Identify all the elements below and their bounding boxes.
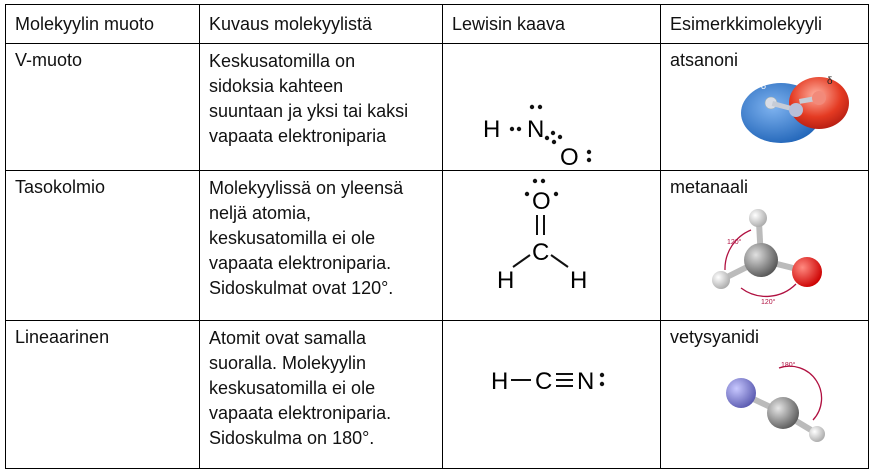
nitrogen-atom bbox=[726, 378, 756, 408]
header-shape: Molekyylin muoto bbox=[6, 5, 200, 44]
table-row bbox=[6, 171, 869, 321]
description-line: Atomit ovat samalla bbox=[209, 328, 367, 348]
lewis-atom-n: N bbox=[527, 116, 545, 143]
bond-angle-label: 120° bbox=[727, 239, 742, 246]
molecule-shape-table bbox=[5, 4, 869, 469]
lewis-structure-metanaali bbox=[443, 171, 659, 319]
lewis-atom-h: H bbox=[483, 116, 501, 143]
lewis-structure-atsanoni bbox=[443, 44, 659, 169]
shape-name: Tasokolmio bbox=[15, 177, 106, 197]
lewis-atom-c: C bbox=[535, 368, 553, 395]
description-line: suuntaan ja yksi tai kaksi bbox=[209, 101, 409, 121]
partial-charge-label: δ bbox=[761, 81, 767, 91]
description-text bbox=[200, 321, 442, 456]
table-row bbox=[6, 321, 869, 469]
lewis-atom-h: H bbox=[570, 267, 588, 294]
table-row bbox=[6, 44, 869, 171]
description-line: neljä atomia, bbox=[209, 203, 312, 223]
carbon-atom bbox=[744, 243, 778, 277]
shape-name: Lineaarinen bbox=[15, 327, 110, 347]
example-molecule-name: vetysyanidi bbox=[670, 327, 760, 347]
description-line: Keskusatomilla on bbox=[209, 51, 356, 71]
hydrogen-atom bbox=[749, 209, 767, 227]
lewis-atom-o: O bbox=[560, 144, 579, 169]
description-line: keskusatomilla ei ole bbox=[209, 378, 376, 398]
description-line: suoralla. Molekyylin bbox=[209, 353, 367, 373]
molecule-model-vetysyanidi bbox=[661, 350, 867, 466]
example-molecule-name: atsanoni bbox=[670, 50, 739, 70]
molecule-model-metanaali bbox=[661, 200, 867, 318]
header-lewis: Lewisin kaava bbox=[443, 5, 661, 44]
header-example: Esimerkkimolekyyli bbox=[661, 5, 869, 44]
lewis-atom-o: O bbox=[532, 188, 551, 215]
partial-charge-label: δ bbox=[827, 76, 833, 87]
shape-name: V-muoto bbox=[15, 50, 83, 70]
description-line: vapaata elektroniparia. bbox=[209, 253, 392, 273]
oxygen-atom bbox=[792, 257, 822, 287]
description-line: Sidoskulmat ovat 120°. bbox=[209, 278, 394, 298]
table-header-row bbox=[6, 5, 869, 44]
lewis-atom-h: H bbox=[491, 368, 509, 395]
bond-angle-label: 120° bbox=[761, 299, 776, 306]
lewis-atom-h: H bbox=[497, 267, 515, 294]
lewis-atom-c: C bbox=[532, 239, 550, 266]
lewis-atom-n: N bbox=[577, 368, 595, 395]
hydrogen-atom bbox=[712, 271, 730, 289]
bond-angle-label: 180° bbox=[781, 362, 796, 369]
description-line: Molekyylissä on yleensä bbox=[209, 178, 404, 198]
description-line: vapaata elektroniparia bbox=[209, 126, 387, 146]
description-line: Sidoskulma on 180°. bbox=[209, 428, 375, 448]
description-line: keskusatomilla ei ole bbox=[209, 228, 376, 248]
description-line: vapaata elektroniparia. bbox=[209, 403, 392, 423]
hydrogen-atom bbox=[809, 426, 825, 442]
example-molecule-name: metanaali bbox=[670, 177, 749, 197]
description-text bbox=[200, 171, 442, 306]
header-description: Kuvaus molekyylistä bbox=[200, 5, 443, 44]
lewis-structure-vetysyanidi bbox=[443, 321, 659, 467]
carbon-atom bbox=[767, 397, 799, 429]
description-line: sidoksia kahteen bbox=[209, 76, 344, 96]
molecule-model-atsanoni bbox=[661, 73, 867, 168]
description-text bbox=[200, 44, 442, 154]
